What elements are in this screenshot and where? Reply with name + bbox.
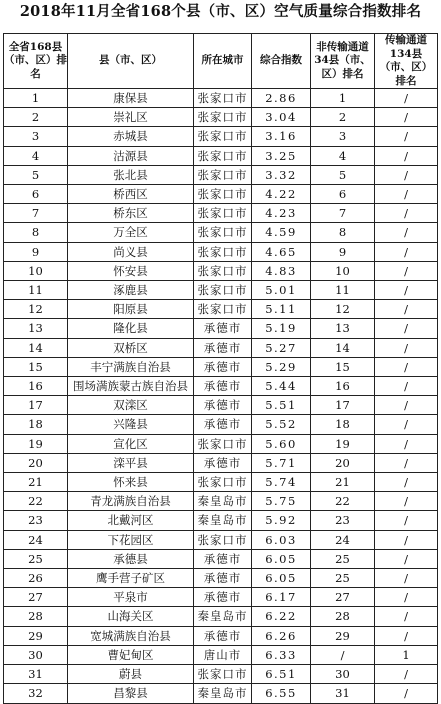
score-cell: 5.27 bbox=[252, 338, 311, 357]
table-row bbox=[4, 377, 438, 396]
score-cell: 4.83 bbox=[252, 261, 311, 280]
non-transport-rank-cell: 17 bbox=[311, 396, 375, 415]
city-cell: 承德市 bbox=[194, 338, 252, 357]
city-cell: 秦皇岛市 bbox=[194, 607, 252, 626]
score-cell: 3.16 bbox=[252, 127, 311, 146]
score-cell: 4.59 bbox=[252, 223, 311, 242]
transport-rank-cell: / bbox=[375, 223, 438, 242]
table-row bbox=[4, 665, 438, 684]
non-transport-rank-cell: 9 bbox=[311, 242, 375, 261]
score-cell: 6.05 bbox=[252, 569, 311, 588]
page-title: 2018年11月全省168个县（市、区）空气质量综合指数排名 bbox=[19, 3, 422, 20]
score-cell: 4.65 bbox=[252, 242, 311, 261]
transport-rank-cell: / bbox=[375, 165, 438, 184]
city-cell: 张家口市 bbox=[194, 665, 252, 684]
transport-rank-cell: / bbox=[375, 415, 438, 434]
non-transport-rank-cell: 29 bbox=[311, 626, 375, 645]
non-transport-rank-cell: 18 bbox=[311, 415, 375, 434]
transport-rank-cell: / bbox=[375, 473, 438, 492]
non-transport-rank-cell: 8 bbox=[311, 223, 375, 242]
city-cell: 承德市 bbox=[194, 377, 252, 396]
table-row bbox=[4, 261, 438, 280]
score-cell: 2.86 bbox=[252, 89, 311, 108]
score-cell: 5.44 bbox=[252, 377, 311, 396]
transport-rank-cell: / bbox=[375, 89, 438, 108]
score-cell: 4.22 bbox=[252, 185, 311, 204]
table-row bbox=[4, 300, 438, 319]
header-non-transport-rank: 非传输通道34县（市、区）排名 bbox=[311, 34, 375, 89]
rank-cell: 31 bbox=[4, 665, 68, 684]
table-row bbox=[4, 242, 438, 261]
rank-cell: 16 bbox=[4, 377, 68, 396]
transport-rank-cell: / bbox=[375, 242, 438, 261]
transport-rank-cell: / bbox=[375, 569, 438, 588]
county-cell: 双桥区 bbox=[68, 338, 194, 357]
header-city: 所在城市 bbox=[194, 34, 252, 89]
rank-cell: 27 bbox=[4, 588, 68, 607]
rank-cell: 10 bbox=[4, 261, 68, 280]
header-province-rank: 全省168县（市、区）排名 bbox=[4, 34, 68, 89]
table-row bbox=[4, 89, 438, 108]
city-cell: 承德市 bbox=[194, 319, 252, 338]
non-transport-rank-cell: 13 bbox=[311, 319, 375, 338]
score-cell: 5.51 bbox=[252, 396, 311, 415]
score-cell: 6.17 bbox=[252, 588, 311, 607]
rank-cell: 7 bbox=[4, 204, 68, 223]
rank-cell: 29 bbox=[4, 626, 68, 645]
score-cell: 6.05 bbox=[252, 549, 311, 568]
score-cell: 5.52 bbox=[252, 415, 311, 434]
non-transport-rank-cell: 2 bbox=[311, 108, 375, 127]
non-transport-rank-cell: 28 bbox=[311, 607, 375, 626]
score-cell: 5.19 bbox=[252, 319, 311, 338]
score-cell: 5.01 bbox=[252, 281, 311, 300]
transport-rank-cell: 1 bbox=[375, 645, 438, 664]
non-transport-rank-cell: 20 bbox=[311, 453, 375, 472]
table-row bbox=[4, 415, 438, 434]
non-transport-rank-cell: 16 bbox=[311, 377, 375, 396]
table-row bbox=[4, 223, 438, 242]
table-row bbox=[4, 549, 438, 568]
header-composite-index: 综合指数 bbox=[252, 34, 311, 89]
city-cell: 张家口市 bbox=[194, 300, 252, 319]
rank-cell: 23 bbox=[4, 511, 68, 530]
table-row bbox=[4, 146, 438, 165]
non-transport-rank-cell: 10 bbox=[311, 261, 375, 280]
score-cell: 6.22 bbox=[252, 607, 311, 626]
non-transport-rank-cell: 19 bbox=[311, 434, 375, 453]
transport-rank-cell: / bbox=[375, 607, 438, 626]
non-transport-rank-cell: 15 bbox=[311, 357, 375, 376]
county-cell: 昌黎县 bbox=[68, 684, 194, 703]
city-cell: 唐山市 bbox=[194, 645, 252, 664]
county-cell: 北戴河区 bbox=[68, 511, 194, 530]
rank-cell: 9 bbox=[4, 242, 68, 261]
table-row bbox=[4, 319, 438, 338]
score-cell: 6.55 bbox=[252, 684, 311, 703]
rank-cell: 14 bbox=[4, 338, 68, 357]
transport-rank-cell: / bbox=[375, 434, 438, 453]
transport-rank-cell: / bbox=[375, 626, 438, 645]
county-cell: 怀来县 bbox=[68, 473, 194, 492]
city-cell: 张家口市 bbox=[194, 89, 252, 108]
table-row bbox=[4, 626, 438, 645]
score-cell: 6.33 bbox=[252, 645, 311, 664]
county-cell: 张北县 bbox=[68, 165, 194, 184]
county-cell: 承德县 bbox=[68, 549, 194, 568]
rank-cell: 12 bbox=[4, 300, 68, 319]
rank-cell: 4 bbox=[4, 146, 68, 165]
rank-cell: 30 bbox=[4, 645, 68, 664]
score-cell: 5.60 bbox=[252, 434, 311, 453]
non-transport-rank-cell: 12 bbox=[311, 300, 375, 319]
rank-cell: 3 bbox=[4, 127, 68, 146]
transport-rank-cell: / bbox=[375, 588, 438, 607]
table-row bbox=[4, 338, 438, 357]
non-transport-rank-cell: 1 bbox=[311, 89, 375, 108]
table-row bbox=[4, 127, 438, 146]
county-cell: 平泉市 bbox=[68, 588, 194, 607]
non-transport-rank-cell: 7 bbox=[311, 204, 375, 223]
non-transport-rank-cell: / bbox=[311, 645, 375, 664]
score-cell: 6.51 bbox=[252, 665, 311, 684]
rank-cell: 5 bbox=[4, 165, 68, 184]
rank-cell: 21 bbox=[4, 473, 68, 492]
rank-cell: 22 bbox=[4, 492, 68, 511]
rank-cell: 25 bbox=[4, 549, 68, 568]
score-cell: 3.32 bbox=[252, 165, 311, 184]
transport-rank-cell: / bbox=[375, 338, 438, 357]
transport-rank-cell: / bbox=[375, 261, 438, 280]
county-cell: 曹妃甸区 bbox=[68, 645, 194, 664]
city-cell: 张家口市 bbox=[194, 434, 252, 453]
county-cell: 围场满族蒙古族自治县 bbox=[68, 377, 194, 396]
rank-cell: 24 bbox=[4, 530, 68, 549]
city-cell: 张家口市 bbox=[194, 127, 252, 146]
table-row bbox=[4, 185, 438, 204]
score-cell: 4.23 bbox=[252, 204, 311, 223]
rank-cell: 6 bbox=[4, 185, 68, 204]
county-cell: 双滦区 bbox=[68, 396, 194, 415]
score-cell: 5.92 bbox=[252, 511, 311, 530]
table-row bbox=[4, 492, 438, 511]
non-transport-rank-cell: 30 bbox=[311, 665, 375, 684]
transport-rank-cell: / bbox=[375, 453, 438, 472]
rank-cell: 17 bbox=[4, 396, 68, 415]
table-row bbox=[4, 684, 438, 703]
city-cell: 张家口市 bbox=[194, 108, 252, 127]
table-row bbox=[4, 607, 438, 626]
table-row bbox=[4, 530, 438, 549]
table-row bbox=[4, 453, 438, 472]
score-cell: 3.25 bbox=[252, 146, 311, 165]
city-cell: 秦皇岛市 bbox=[194, 492, 252, 511]
city-cell: 承德市 bbox=[194, 588, 252, 607]
header-transport-rank: 传输通道134县（市、区）排名 bbox=[375, 34, 438, 89]
non-transport-rank-cell: 4 bbox=[311, 146, 375, 165]
transport-rank-cell: / bbox=[375, 665, 438, 684]
rank-cell: 2 bbox=[4, 108, 68, 127]
non-transport-rank-cell: 23 bbox=[311, 511, 375, 530]
table-row bbox=[4, 569, 438, 588]
transport-rank-cell: / bbox=[375, 108, 438, 127]
county-cell: 蔚县 bbox=[68, 665, 194, 684]
transport-rank-cell: / bbox=[375, 204, 438, 223]
city-cell: 承德市 bbox=[194, 415, 252, 434]
county-cell: 桥东区 bbox=[68, 204, 194, 223]
transport-rank-cell: / bbox=[375, 684, 438, 703]
rank-cell: 15 bbox=[4, 357, 68, 376]
non-transport-rank-cell: 31 bbox=[311, 684, 375, 703]
table-row bbox=[4, 645, 438, 664]
county-cell: 丰宁满族自治县 bbox=[68, 357, 194, 376]
city-cell: 张家口市 bbox=[194, 261, 252, 280]
score-cell: 3.04 bbox=[252, 108, 311, 127]
non-transport-rank-cell: 5 bbox=[311, 165, 375, 184]
city-cell: 承德市 bbox=[194, 396, 252, 415]
transport-rank-cell: / bbox=[375, 492, 438, 511]
non-transport-rank-cell: 22 bbox=[311, 492, 375, 511]
non-transport-rank-cell: 25 bbox=[311, 569, 375, 588]
county-cell: 鹰手营子矿区 bbox=[68, 569, 194, 588]
county-cell: 宽城满族自治县 bbox=[68, 626, 194, 645]
header-county: 县（市、区） bbox=[68, 34, 194, 89]
score-cell: 5.71 bbox=[252, 453, 311, 472]
rank-cell: 13 bbox=[4, 319, 68, 338]
county-cell: 桥西区 bbox=[68, 185, 194, 204]
non-transport-rank-cell: 25 bbox=[311, 549, 375, 568]
ranking-table bbox=[3, 33, 438, 704]
city-cell: 承德市 bbox=[194, 569, 252, 588]
county-cell: 滦平县 bbox=[68, 453, 194, 472]
non-transport-rank-cell: 24 bbox=[311, 530, 375, 549]
rank-cell: 1 bbox=[4, 89, 68, 108]
city-cell: 承德市 bbox=[194, 626, 252, 645]
city-cell: 张家口市 bbox=[194, 204, 252, 223]
score-cell: 5.11 bbox=[252, 300, 311, 319]
table-row bbox=[4, 108, 438, 127]
non-transport-rank-cell: 11 bbox=[311, 281, 375, 300]
rank-cell: 11 bbox=[4, 281, 68, 300]
score-cell: 5.75 bbox=[252, 492, 311, 511]
city-cell: 秦皇岛市 bbox=[194, 511, 252, 530]
county-cell: 沽源县 bbox=[68, 146, 194, 165]
city-cell: 张家口市 bbox=[194, 185, 252, 204]
county-cell: 山海关区 bbox=[68, 607, 194, 626]
rank-cell: 28 bbox=[4, 607, 68, 626]
city-cell: 承德市 bbox=[194, 357, 252, 376]
county-cell: 青龙满族自治县 bbox=[68, 492, 194, 511]
city-cell: 承德市 bbox=[194, 549, 252, 568]
table-row bbox=[4, 281, 438, 300]
county-cell: 怀安县 bbox=[68, 261, 194, 280]
score-cell: 5.74 bbox=[252, 473, 311, 492]
city-cell: 张家口市 bbox=[194, 473, 252, 492]
county-cell: 宣化区 bbox=[68, 434, 194, 453]
transport-rank-cell: / bbox=[375, 377, 438, 396]
county-cell: 兴隆县 bbox=[68, 415, 194, 434]
table-header-row bbox=[4, 34, 438, 89]
non-transport-rank-cell: 14 bbox=[311, 338, 375, 357]
non-transport-rank-cell: 21 bbox=[311, 473, 375, 492]
non-transport-rank-cell: 3 bbox=[311, 127, 375, 146]
city-cell: 承德市 bbox=[194, 453, 252, 472]
city-cell: 张家口市 bbox=[194, 165, 252, 184]
non-transport-rank-cell: 27 bbox=[311, 588, 375, 607]
county-cell: 崇礼区 bbox=[68, 108, 194, 127]
table-row bbox=[4, 165, 438, 184]
city-cell: 张家口市 bbox=[194, 530, 252, 549]
county-cell: 尚义县 bbox=[68, 242, 194, 261]
table-row bbox=[4, 396, 438, 415]
transport-rank-cell: / bbox=[375, 357, 438, 376]
table-row bbox=[4, 357, 438, 376]
county-cell: 万全区 bbox=[68, 223, 194, 242]
city-cell: 张家口市 bbox=[194, 223, 252, 242]
city-cell: 张家口市 bbox=[194, 146, 252, 165]
county-cell: 下花园区 bbox=[68, 530, 194, 549]
table-row bbox=[4, 434, 438, 453]
county-cell: 康保县 bbox=[68, 89, 194, 108]
county-cell: 隆化县 bbox=[68, 319, 194, 338]
city-cell: 张家口市 bbox=[194, 242, 252, 261]
table-row bbox=[4, 204, 438, 223]
transport-rank-cell: / bbox=[375, 549, 438, 568]
rank-cell: 26 bbox=[4, 569, 68, 588]
score-cell: 6.03 bbox=[252, 530, 311, 549]
score-cell: 5.29 bbox=[252, 357, 311, 376]
county-cell: 涿鹿县 bbox=[68, 281, 194, 300]
rank-cell: 20 bbox=[4, 453, 68, 472]
score-cell: 6.26 bbox=[252, 626, 311, 645]
city-cell: 张家口市 bbox=[194, 281, 252, 300]
transport-rank-cell: / bbox=[375, 300, 438, 319]
table-row bbox=[4, 473, 438, 492]
rank-cell: 32 bbox=[4, 684, 68, 703]
transport-rank-cell: / bbox=[375, 530, 438, 549]
rank-cell: 19 bbox=[4, 434, 68, 453]
non-transport-rank-cell: 6 bbox=[311, 185, 375, 204]
rank-cell: 18 bbox=[4, 415, 68, 434]
table-row bbox=[4, 588, 438, 607]
transport-rank-cell: / bbox=[375, 281, 438, 300]
transport-rank-cell: / bbox=[375, 185, 438, 204]
transport-rank-cell: / bbox=[375, 127, 438, 146]
rank-cell: 8 bbox=[4, 223, 68, 242]
county-cell: 阳原县 bbox=[68, 300, 194, 319]
transport-rank-cell: / bbox=[375, 146, 438, 165]
transport-rank-cell: / bbox=[375, 319, 438, 338]
city-cell: 秦皇岛市 bbox=[194, 684, 252, 703]
table-row bbox=[4, 511, 438, 530]
county-cell: 赤城县 bbox=[68, 127, 194, 146]
transport-rank-cell: / bbox=[375, 511, 438, 530]
transport-rank-cell: / bbox=[375, 396, 438, 415]
